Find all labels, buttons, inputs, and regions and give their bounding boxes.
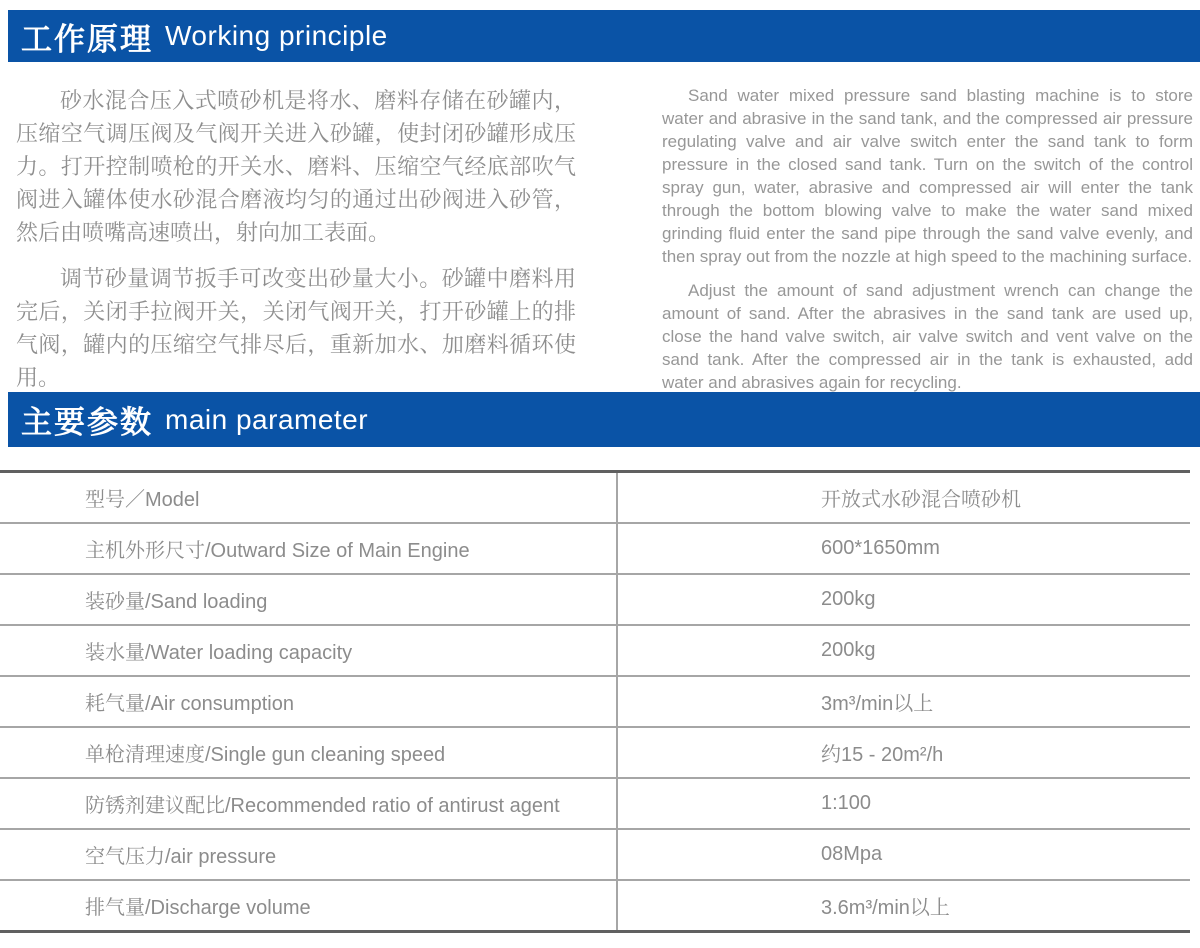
param-label: 单枪清理速度/Single gun cleaning speed [0, 728, 618, 777]
param-label: 装水量/Water loading capacity [0, 626, 618, 675]
table-row [0, 881, 1190, 930]
main-parameter-title-zh: 主要参数 [21, 405, 153, 440]
paragraph-en-2: Adjust the amount of sand adjustment wrench can change the amount of sand. After the abrasives in the sand tank are used up, close the hand valve switch, air valve switch and vent valve on the sand tank. After the compressed air in the tank is exhausted, add water and abrasives again for recycling. [662, 281, 1193, 392]
main-parameter-title-en: main parameter [165, 403, 369, 435]
paragraph-zh-2: 调节砂量调节扳手可改变出砂量大小。砂罐中磨料用完后，关闭手拉阀开关，关闭气阀开关，打开砂罐上的排气阀，罐内的压缩空气排尽后，重新加水、加磨料循环使用。 [16, 266, 576, 390]
param-label: 空气压力/air pressure [0, 830, 618, 879]
table-row [0, 575, 1190, 626]
section-header-working-principle [8, 10, 1200, 62]
param-value: 约15 - 20m²/h [821, 744, 944, 766]
working-principle-title-en: Working principle [165, 20, 388, 51]
table-row [0, 728, 1190, 779]
section-header-main-parameter [8, 392, 1200, 447]
param-value: 200kg [821, 639, 876, 661]
table-row [0, 473, 1190, 524]
table-row [0, 524, 1190, 575]
param-value: 200kg [821, 588, 876, 610]
param-value: 开放式水砂混合喷砂机 [821, 489, 1021, 511]
param-label: 防锈剂建议配比/Recommended ratio of antirust agent [0, 779, 618, 828]
param-value: 1:100 [821, 792, 872, 814]
param-value: 3m³/min以上 [821, 693, 934, 715]
paragraph-zh-1: 砂水混合压入式喷砂机是将水、磨料存储在砂罐内，压缩空气调压阀及气阀开关进入砂罐，使封闭砂罐形成压力。打开控制喷枪的开关水、磨料、压缩空气经底部吹气阀进入罐体使水砂混合磨液均匀的通过出砂阀进入砂管，然后由喷嘴高速喷出，射向加工表面。 [16, 88, 576, 245]
param-label: 型号／Model [0, 473, 618, 522]
param-label: 排气量/Discharge volume [0, 881, 618, 930]
working-principle-title-zh: 工作原理 [21, 21, 153, 57]
table-row [0, 626, 1190, 677]
param-value: 08Mpa [821, 843, 883, 865]
param-label: 耗气量/Air consumption [0, 677, 618, 726]
table-row [0, 830, 1190, 881]
table-row [0, 677, 1190, 728]
table-row [0, 779, 1190, 830]
parameter-table [0, 470, 1190, 933]
param-label: 装砂量/Sand loading [0, 575, 618, 624]
param-value: 600*1650mm [821, 537, 940, 559]
param-value: 3.6m³/min以上 [821, 897, 950, 919]
param-label: 主机外形尺寸/Outward Size of Main Engine [0, 524, 618, 573]
english-text-column [662, 84, 1193, 394]
paragraph-en-1: Sand water mixed pressure sand blasting machine is to store water and abrasive in the sand tank, and the compressed air pressure regulating valve and air valve switch enter the sand tank to form pressure in the closed sand tank. Turn on the switch of the control spray gun, water, abrasive and compressed air will enter the tank through the bottom blowing valve to make the water sand mixed grinding fluid enter the sand pipe through the sand valve evenly, and then spray out from the nozzle at high speed to the machining surface. [662, 86, 1193, 266]
working-principle-content [16, 84, 1193, 394]
chinese-text-column [16, 84, 576, 394]
